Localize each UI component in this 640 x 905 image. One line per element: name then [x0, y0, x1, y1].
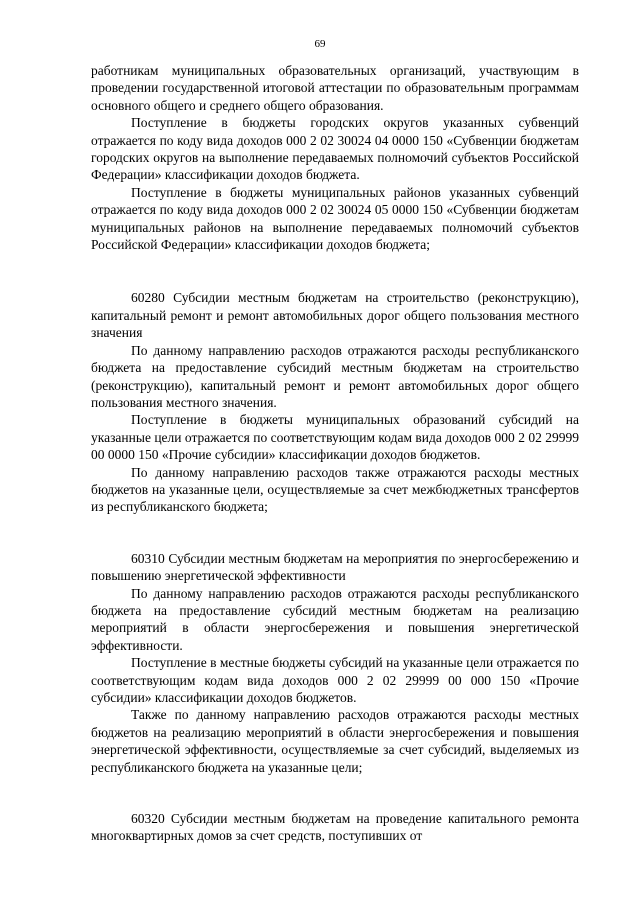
- paragraph: По данному направлению расходов отражаются расходы республиканского бюджета на предоставление субсидий местным бюджетам на реализацию мероприятий в области энергосбережения и повышения энергетической эффективности.: [91, 585, 579, 653]
- section-heading: 60320 Субсидии местным бюджетам на проведение капитального ремонта многоквартирных домов за счет средств, поступивших от: [91, 811, 579, 844]
- page-number: 69: [314, 38, 326, 50]
- paragraph: работникам муниципальных образовательных организаций, участвующим в проведении государственной итоговой аттестации по образовательным программам основного общего и среднего общего образования.: [91, 63, 579, 113]
- document-body: [91, 62, 579, 845]
- paragraph: Поступление в бюджеты муниципальных районов указанных субвенций отражается по коду вида доходов 000 2 02 30024 05 0000 150 «Субвенции бюджетам муниципальных районов на выполнение передаваемых полномочий субъектов Российской Федерации» классификации доходов бюджета;: [91, 184, 579, 253]
- section-spacer: [91, 516, 579, 550]
- section-spacer: [91, 253, 579, 289]
- paragraph: Поступление в бюджеты городских округов указанных субвенций отражается по коду вида доходов 000 2 02 30024 04 0000 150 «Субвенции бюджетам городских округов на выполнение передаваемых полномочий субъектов Российской Федерации» классификации доходов бюджета.: [91, 115, 579, 183]
- paragraph: Поступление в местные бюджеты субсидий на указанные цели отражается по соответствующим кодам вида доходов 000 2 02 29999 00 000 150 «Прочие субсидии» классификации доходов бюджетов.: [91, 655, 579, 705]
- paragraph: Также по данному направлению расходов отражаются расходы местных бюджетов на реализацию мероприятий в области энергосбережения и повышения энергетической эффективности, осуществляемые за счет субсидий, выделяемых из республиканского бюджета на указанные цели;: [91, 707, 579, 775]
- paragraph: Поступление в бюджеты муниципальных образований субсидий на указанные цели отражается по соответствующим кодам вида доходов 000 2 02 29999 00 0000 150 «Прочие субсидии» классификации доходов бюджетов.: [91, 412, 579, 463]
- paragraph: По данному направлению расходов отражаются расходы республиканского бюджета на предоставление субсидий местным бюджетам на строительство (реконструкцию), капитальный ремонт и ремонт автомобильных дорог общего пользования местного значения.: [91, 342, 579, 410]
- paragraph: По данному направлению расходов также отражаются расходы местных бюджетов на указанные цели, осуществляемые за счет межбюджетных трансфертов из республиканского бюджета;: [91, 464, 579, 515]
- section-heading: 60280 Субсидии местным бюджетам на строительство (реконструкцию), капитальный ремонт и ремонт автомобильных дорог общего пользования местного значения: [91, 290, 579, 341]
- section-heading: 60310 Субсидии местным бюджетам на мероприятия по энергосбережению и повышению энергетической эффективности: [91, 550, 579, 584]
- section-spacer: [91, 776, 579, 810]
